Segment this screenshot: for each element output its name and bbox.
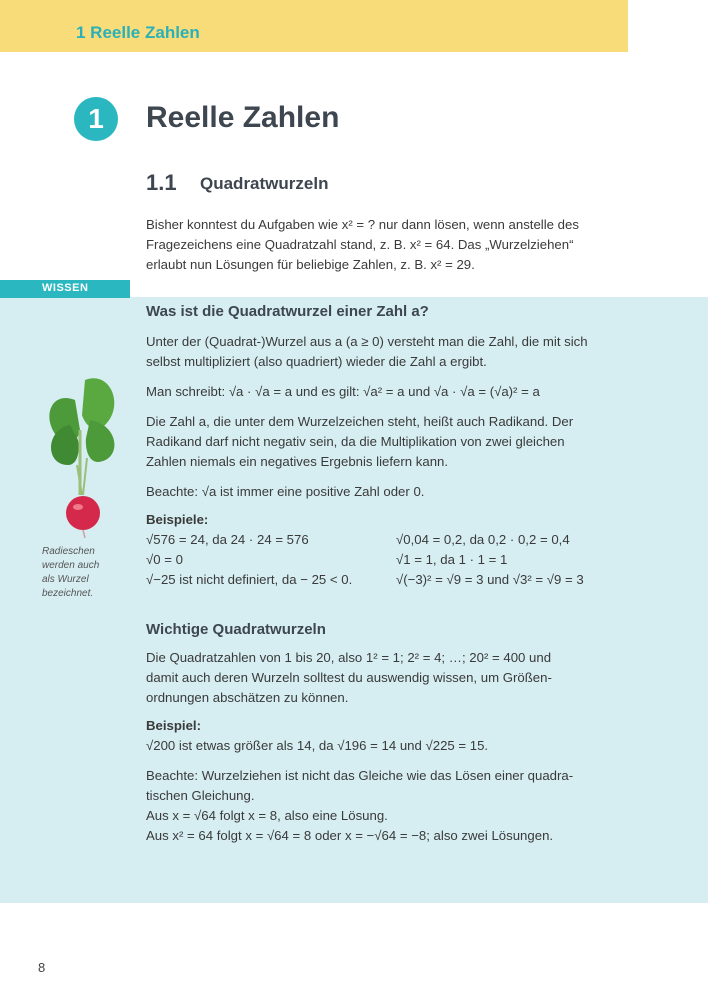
- example-row: [146, 530, 666, 550]
- subheading-definition: Was ist die Quadratwurzel einer Zahl a?: [146, 303, 429, 320]
- running-header: 1 Reelle Zahlen: [76, 23, 200, 42]
- caption-line: bezeichnet.: [42, 588, 94, 599]
- caption-line: als Wurzel: [42, 574, 89, 585]
- caption-line: Radieschen: [42, 546, 95, 557]
- example-left: √0 = 0: [146, 552, 183, 567]
- note-line: Beachte: Wurzelziehen ist nicht das Gleiche wie das Lösen einer quadra-: [146, 768, 574, 783]
- radikand-line: Radikand darf nicht negativ sein, da die Multiplikation von zwei gleichen: [146, 434, 565, 449]
- intro-line: Fragezeichens eine Quadratzahl stand, z. B. x² = 64. Das „Wurzelziehen“: [146, 237, 574, 252]
- radikand-line: Zahlen niemals ein negatives Ergebnis liefern kann.: [146, 454, 449, 469]
- important-line: ordnungen abschätzen zu können.: [146, 690, 349, 705]
- note-line: Aus x = √64 folgt x = 8, also eine Lösung.: [146, 808, 388, 823]
- example-right: √1 = 1, da 1 · 1 = 1: [396, 552, 508, 567]
- notation-line: Man schreibt: √a · √a = a und es gilt: √a² = a und √a · √a = (√a)² = a: [146, 384, 540, 399]
- example-label: Beispiel:: [146, 718, 201, 733]
- example-row: [146, 550, 666, 570]
- note-positive: Beachte: √a ist immer eine positive Zahl oder 0.: [146, 484, 425, 499]
- radikand-line: Die Zahl a, die unter dem Wurzelzeichen steht, heißt auch Radikand. Der: [146, 414, 574, 429]
- knowledge-tab-label: WISSEN: [42, 282, 89, 294]
- important-line: damit auch deren Wurzeln solltest du auswendig wissen, um Größen-: [146, 670, 552, 685]
- section-number: 1.1: [146, 170, 177, 195]
- example-row: [146, 570, 666, 590]
- radish-caption: [42, 545, 132, 601]
- example-left: √576 = 24, da 24 · 24 = 576: [146, 532, 309, 547]
- radish-illustration: [30, 370, 130, 540]
- example-right: √(−3)² = √9 = 3 und √3² = √9 = 3: [396, 572, 584, 587]
- page-number: 8: [38, 960, 46, 975]
- note-line: tischen Gleichung.: [146, 788, 255, 803]
- chapter-title: Reelle Zahlen: [146, 101, 340, 134]
- definition-line: Unter der (Quadrat-)Wurzel aus a (a ≥ 0) versteht man die Zahl, die mit sich: [146, 334, 588, 349]
- section-title: Quadratwurzeln: [200, 174, 329, 193]
- examples-label: Beispiele:: [146, 512, 209, 527]
- important-line: Die Quadratzahlen von 1 bis 20, also 1² = 1; 2² = 4; …; 20² = 400 und: [146, 650, 552, 665]
- subheading-important: Wichtige Quadratwurzeln: [146, 621, 326, 638]
- note-line: Aus x² = 64 folgt x = √64 = 8 oder x = −√64 = −8; also zwei Lösungen.: [146, 828, 554, 843]
- chapter-number-badge: 1: [74, 97, 118, 141]
- caption-line: werden auch: [42, 560, 100, 571]
- example-line: √200 ist etwas größer als 14, da √196 = 14 und √225 = 15.: [146, 738, 489, 753]
- intro-paragraph: [146, 215, 636, 275]
- example-right: √0,04 = 0,2, da 0,2 · 0,2 = 0,4: [396, 532, 570, 547]
- example-left: √−25 ist nicht definiert, da − 25 < 0.: [146, 572, 353, 587]
- definition-line: selbst multipliziert (also quadriert) wieder die Zahl a ergibt.: [146, 354, 487, 369]
- intro-line: erlaubt nun Lösungen für beliebige Zahlen, z. B. x² = 29.: [146, 257, 475, 272]
- knowledge-content: [146, 300, 666, 846]
- intro-line: Bisher konntest du Aufgaben wie x² = ? nur dann lösen, wenn anstelle des: [146, 217, 579, 232]
